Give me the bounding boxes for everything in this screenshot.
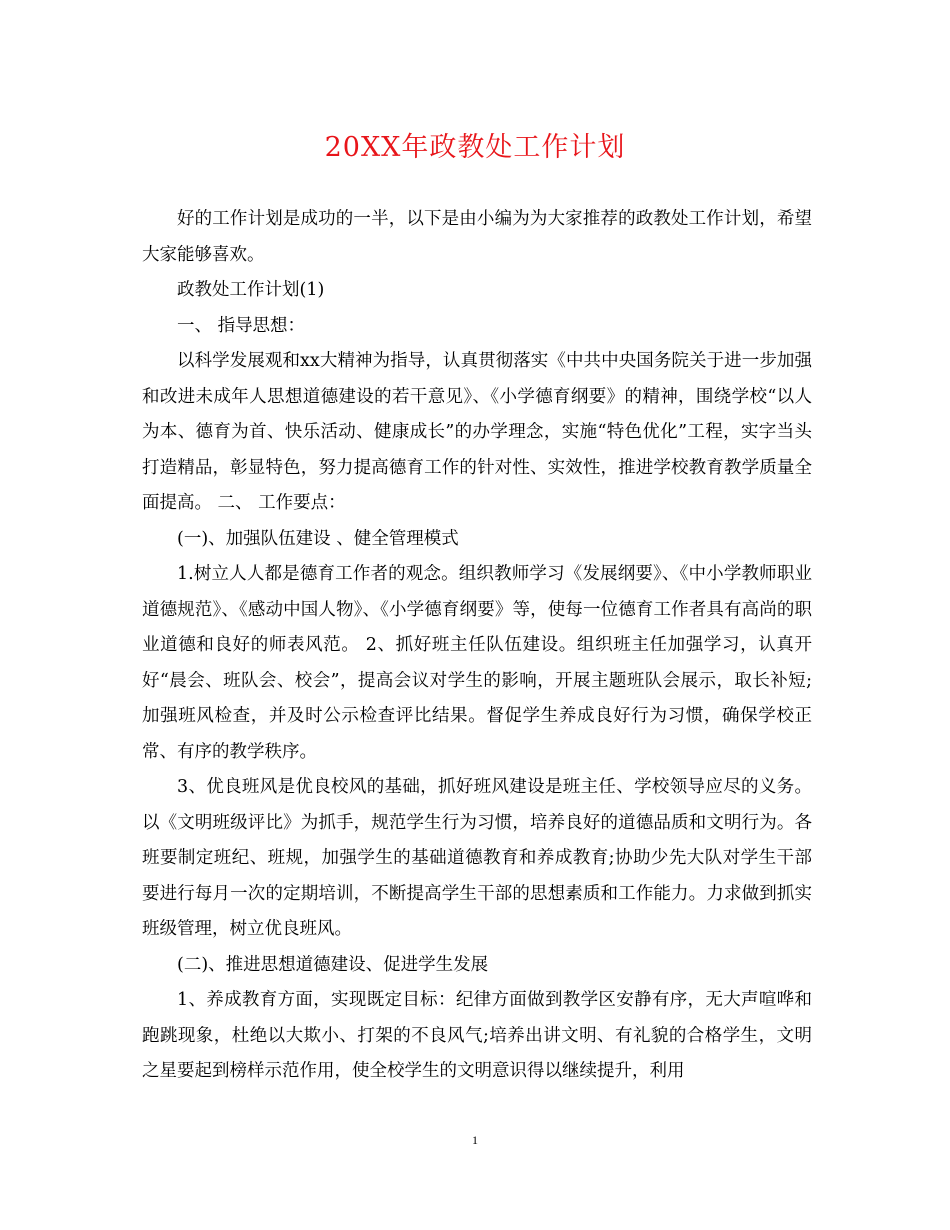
- paragraph-guiding-heading: 一、 指导思想：: [177, 315, 306, 336]
- paragraph-subheading-1: (一)、加强队伍建设 、健全管理模式: [177, 528, 459, 549]
- paragraph-intro: 好的工作计划是成功的一半，以下是由小编为为大家推荐的政教处工作计划，希望大家能够喜欢。: [142, 209, 812, 265]
- paragraph-habit-education: 1、养成教育方面，实现既定目标：纪律方面做到教学区安静有序，无大声喧哗和跑跳现象，杜绝以大欺小、打架的不良风气;培养出讲文明、有礼貌的合格学生，文明之星要起到榜样示范作用，使全校学生的文明意识得以继续提升，利用: [142, 990, 812, 1081]
- page-number: 1: [472, 1133, 478, 1147]
- paragraph-item-1-2: 1.树立人人都是德育工作者的观念。组织教师学习《发展纲要》、《中小学教师职业道德规范》、《感动中国人物》、《小学德育纲要》等，使每一位德育工作者具有高尚的职业道德和良好的师表风范。 2、抓好班主任队伍建设。组织班主任加强学习，认真开好“晨会、班队会、校会”，提高会议对学生的影响，开展主题班队会展示，取长补短;加强班风检查，并及时公示检查评比结果。督促学生养成良好行为习惯，确保学校正常、有序的教学秩序。: [142, 564, 812, 762]
- paragraph-item-3: 3、优良班风是优良校风的基础，抓好班风建设是班主任、学校领导应尽的义务。以《文明班级评比》为抓手，规范学生行为习惯，培养良好的道德品质和文明行为。各班要制定班纪、班规，加强学生的基础道德教育和养成教育;协助少先大队对学生干部要进行每月一次的定期培训，不断提高学生干部的思想素质和工作能力。力求做到抓实班级管理，树立优良班风。: [142, 777, 812, 939]
- paragraph-section-heading: 政教处工作计划(1): [177, 280, 325, 300]
- paragraph-subheading-2: (二)、推进思想道德建设、促进学生发展: [177, 954, 489, 975]
- paragraph-guiding-thought: 以科学发展观和xx大精神为指导，认真贯彻落实《中共中央国务院关于进一步加强和改进未成年人思想道德建设的若干意见》、《小学德育纲要》的精神，围绕学校“以人为本、德育为首、快乐活动、健康成长”的办学理念，实施“特色优化”工程，实字当头打造精品，彰显特色，努力提高德育工作的针对性、实效性，推进学校教育教学质量全面提高。 二、 工作要点：: [142, 351, 812, 513]
- document-body: [142, 202, 812, 1090]
- document-title: 20XX年政教处工作计划: [324, 132, 626, 163]
